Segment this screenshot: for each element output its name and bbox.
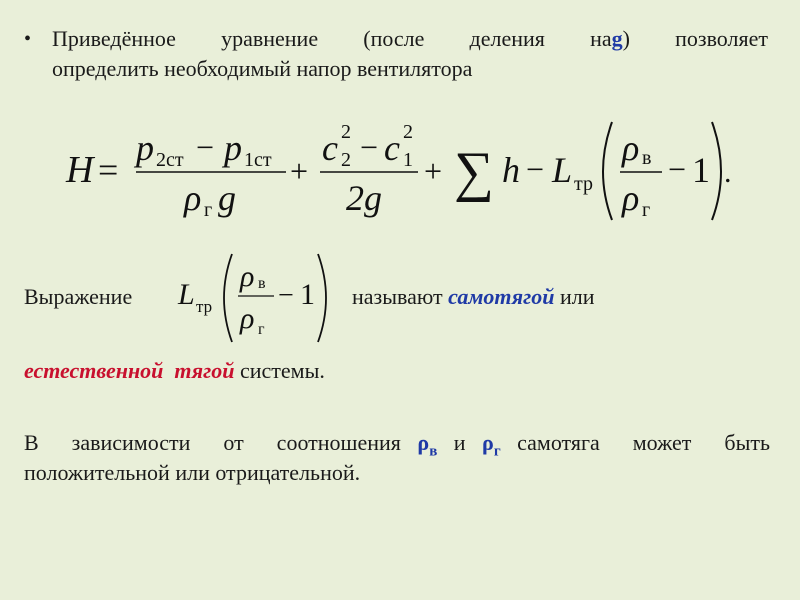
intro-line-1 <box>52 26 768 52</box>
c1-superscript: 2 <box>403 121 413 143</box>
L-subscript: тр <box>574 173 593 195</box>
sum-sign: ∑ <box>454 141 494 203</box>
rho-v-subscript: в <box>642 147 652 169</box>
rho-v-symbol: ρ <box>417 430 430 455</box>
rho-v-subscript-2: в <box>258 275 266 292</box>
plus-1: + <box>290 153 309 189</box>
c1-subscript: 1 <box>403 149 413 171</box>
minus-2: − <box>360 129 379 165</box>
g-letter: g <box>611 26 623 51</box>
dependence-suffix: самотяга может быть <box>517 430 771 455</box>
one: 1 <box>692 150 710 190</box>
c2-superscript: 2 <box>341 121 351 143</box>
left-paren-2 <box>224 254 232 342</box>
right-paren <box>712 122 721 220</box>
rho-g-letter-2: ρ <box>240 302 255 335</box>
two-g: 2g <box>346 178 382 218</box>
dependence-prefix: В зависимости от соотношения <box>24 430 401 455</box>
rho-g-sub: г <box>493 443 501 460</box>
natural-draft-suffix: системы. <box>239 358 325 383</box>
expression-caption <box>352 284 595 310</box>
and-word: и <box>453 430 466 455</box>
formula-equals: = <box>98 150 119 190</box>
intro-line-2: определить необходимый напор вентилятора <box>52 56 473 81</box>
p1-letter: p <box>224 128 242 168</box>
rho-v-letter: ρ <box>622 128 640 168</box>
p2-subscript: 2ст <box>156 149 184 171</box>
caption-suffix: или <box>559 284 595 309</box>
bullet-icon: • <box>24 28 32 50</box>
rho-g2-letter: ρ <box>622 178 640 218</box>
natural-draft-term: естественной тягой <box>24 358 235 383</box>
c2-letter: c <box>322 128 338 168</box>
dependence-line-2: положительной или отрицательной. <box>24 460 361 485</box>
rho-v-inline <box>417 430 438 460</box>
p2-letter: p <box>136 128 154 168</box>
rho-g-subscript-2: г <box>258 321 265 338</box>
L-subscript-2: тр <box>196 297 213 316</box>
formula-H: H <box>66 149 94 191</box>
one-2: 1 <box>300 278 315 311</box>
natural-draft-line <box>24 358 325 384</box>
expression-label: Выражение <box>24 284 133 309</box>
minus-1: − <box>196 129 215 165</box>
self-draft-term: самотягой <box>448 284 555 309</box>
rho-g-letter: ρ <box>184 178 202 218</box>
left-paren <box>603 122 612 220</box>
formula-dot: . <box>724 156 732 189</box>
p1-subscript: 1ст <box>244 149 272 171</box>
c1-letter: c <box>384 128 400 168</box>
intro-text-part1: Приведённое уравнение (после деления на <box>52 26 612 51</box>
main-formula <box>62 112 782 232</box>
rho-g2-subscript: г <box>642 199 651 221</box>
L-letter-2: L <box>178 278 195 311</box>
caption-prefix: называют <box>352 284 443 309</box>
expression-formula <box>174 248 344 348</box>
intro-text-part2: ) позволяет <box>622 26 768 51</box>
minus-3: − <box>526 151 545 187</box>
right-paren-2 <box>318 254 326 342</box>
rho-v-sub: в <box>429 443 438 460</box>
h-letter: h <box>502 150 520 190</box>
rho-g-symbol: ρ <box>482 430 494 455</box>
L-letter: L <box>552 150 573 190</box>
minus-4: − <box>668 151 687 187</box>
rho-g-subscript: г <box>204 199 213 221</box>
g-denominator: g <box>218 178 236 218</box>
c2-subscript: 2 <box>341 149 351 171</box>
rho-v-letter-2: ρ <box>240 260 255 293</box>
plus-2: + <box>424 153 443 189</box>
minus-5: − <box>278 280 294 311</box>
rho-g-inline <box>482 430 501 460</box>
